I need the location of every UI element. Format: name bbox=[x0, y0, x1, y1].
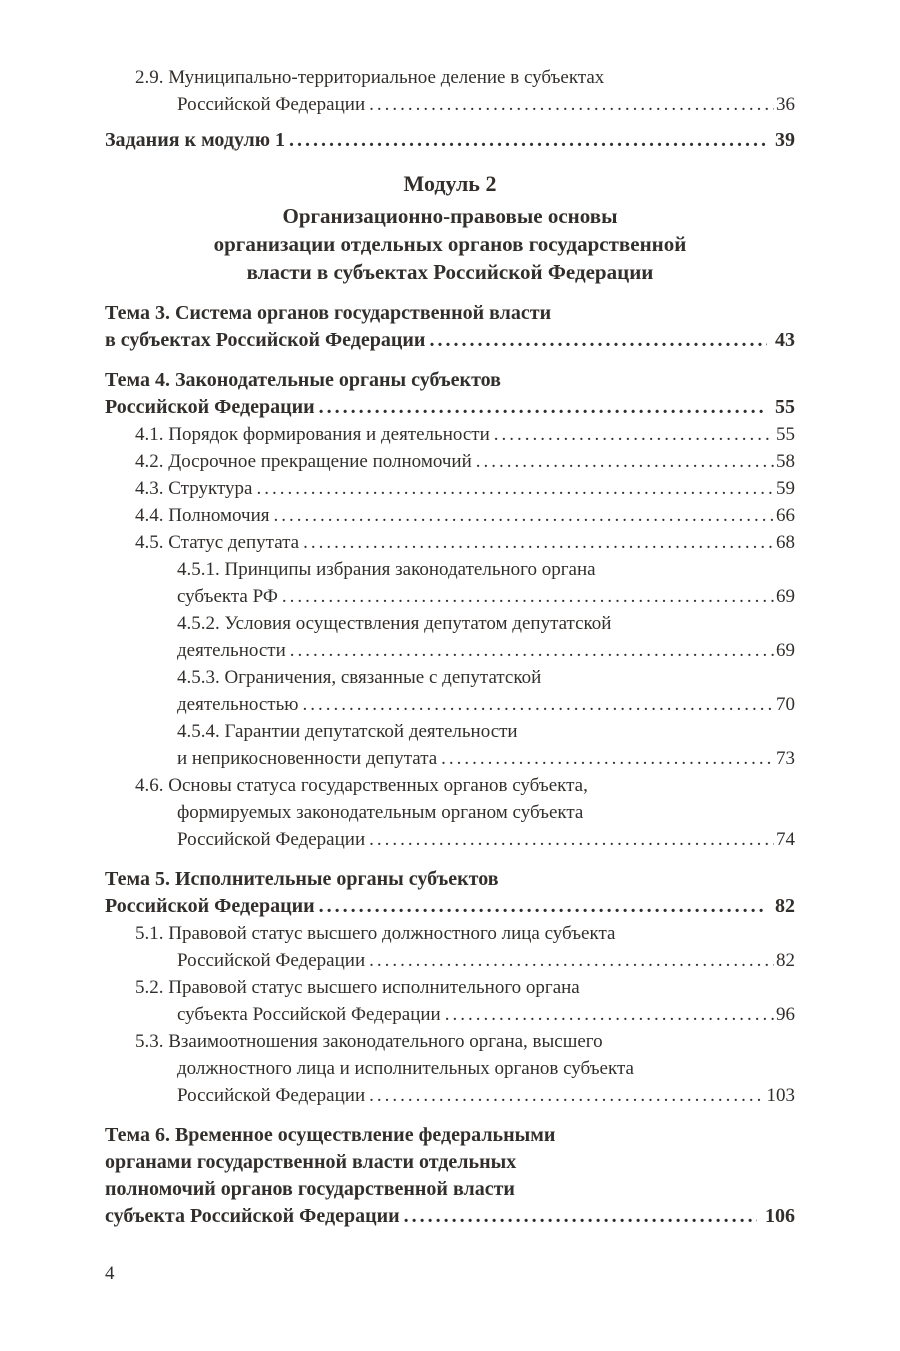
toc-entry-text: Российской Федерации bbox=[177, 950, 366, 971]
toc-leader-dots bbox=[289, 127, 767, 154]
toc-page-ref: 59 bbox=[776, 478, 795, 499]
toc-entry-line: Тема 5. Исполнительные органы субъектов bbox=[105, 868, 499, 890]
toc-page-ref: 39 bbox=[775, 129, 795, 151]
toc-leader-dots bbox=[319, 893, 767, 920]
toc-page-ref: 69 bbox=[776, 586, 795, 607]
toc-entry bbox=[105, 448, 795, 475]
toc-entry-line bbox=[105, 448, 795, 475]
toc-entry-line bbox=[105, 893, 795, 920]
toc-entry-text: субъекта Российской Федерации bbox=[177, 1004, 441, 1025]
module-heading-title bbox=[105, 202, 795, 286]
toc-entry bbox=[105, 300, 795, 354]
toc-leader-dots bbox=[494, 421, 774, 448]
toc-entry-line: 5.1. Правовой статус высшего должностного лица субъекта bbox=[135, 923, 616, 944]
toc-leader-dots bbox=[429, 327, 767, 354]
toc-entry-line: 4.5.4. Гарантии депутатской деятельности bbox=[177, 721, 518, 742]
toc-entry-text: субъекта РФ bbox=[177, 586, 278, 607]
toc-page-ref: 69 bbox=[776, 640, 795, 661]
toc-page-ref: 58 bbox=[776, 451, 795, 472]
toc-entry-line bbox=[105, 745, 795, 772]
toc-page-ref: 43 bbox=[775, 329, 795, 351]
toc-leader-dots bbox=[282, 583, 774, 610]
toc-entry-line: 5.2. Правовой статус высшего исполнительного органа bbox=[135, 977, 580, 998]
toc-entry-line bbox=[105, 1001, 795, 1028]
module-heading-title-line-3: власти в субъектах Российской Федерации bbox=[246, 260, 654, 284]
toc-entry-text: субъекта Российской Федерации bbox=[105, 1205, 400, 1227]
toc-entry-text: Российской Федерации bbox=[177, 829, 366, 850]
toc-entry-text: 4.4. Полномочия bbox=[135, 505, 270, 526]
toc-entry-line: Тема 4. Законодательные органы субъектов bbox=[105, 369, 501, 391]
toc-page-ref: 66 bbox=[776, 505, 795, 526]
toc-entry bbox=[105, 367, 795, 421]
toc-entry-line bbox=[105, 637, 795, 664]
toc-entry bbox=[105, 529, 795, 556]
toc-leader-dots bbox=[290, 637, 774, 664]
toc-page-ref: 74 bbox=[776, 829, 795, 850]
toc-entry-text: Российской Федерации bbox=[177, 94, 366, 115]
toc-entry-text: Российской Федерации bbox=[105, 396, 315, 418]
toc-entry-line: органами государственной власти отдельных bbox=[105, 1151, 517, 1173]
toc-entry-text: Задания к модулю 1 bbox=[105, 129, 285, 151]
toc-entry-line bbox=[105, 583, 795, 610]
toc-entry-line: должностного лица и исполнительных органов субъекта bbox=[177, 1058, 634, 1079]
toc-entry-line bbox=[105, 421, 795, 448]
toc-entry-line bbox=[105, 502, 795, 529]
toc-entry-text: и неприкосновенности депутата bbox=[177, 748, 438, 769]
toc-entry-text: в субъектах Российской Федерации bbox=[105, 329, 426, 351]
module-heading-title-line-1: Организационно-правовые основы bbox=[282, 204, 618, 228]
toc-top-entries bbox=[105, 64, 795, 154]
toc-page-ref: 68 bbox=[776, 532, 795, 553]
module-heading-kicker: Модуль 2 bbox=[403, 171, 497, 196]
toc-page-ref: 55 bbox=[776, 424, 795, 445]
toc-leader-dots bbox=[369, 947, 774, 974]
toc-entry bbox=[105, 920, 795, 974]
toc-entry bbox=[105, 556, 795, 610]
toc-entry-text: 4.2. Досрочное прекращение полномочий bbox=[135, 451, 472, 472]
toc-entry bbox=[105, 866, 795, 920]
toc-entry bbox=[105, 64, 795, 118]
toc-entry-line: 2.9. Муниципально-территориальное деление в субъектах bbox=[135, 67, 605, 88]
toc-page-ref: 82 bbox=[776, 950, 795, 971]
toc-entry bbox=[105, 718, 795, 772]
toc-entry-line bbox=[105, 327, 795, 354]
toc-entry-line: полномочий органов государственной власти bbox=[105, 1178, 515, 1200]
toc-entry-line: формируемых законодательным органом субъекта bbox=[177, 802, 584, 823]
toc-page-ref: 55 bbox=[775, 396, 795, 418]
toc-page-ref: 82 bbox=[775, 895, 795, 917]
toc-leader-dots bbox=[256, 475, 774, 502]
toc-page-ref: 96 bbox=[776, 1004, 795, 1025]
module-heading bbox=[105, 170, 795, 286]
toc-leader-dots bbox=[369, 1082, 764, 1109]
toc-entry bbox=[105, 772, 795, 853]
module-heading-title-line-2: организации отдельных органов государственной bbox=[213, 232, 687, 256]
toc-entry-line bbox=[105, 127, 795, 154]
toc-leader-dots bbox=[476, 448, 774, 475]
toc-entry bbox=[105, 664, 795, 718]
toc-entry-text: Российской Федерации bbox=[177, 1085, 366, 1106]
toc-leader-dots bbox=[445, 1001, 774, 1028]
toc-entry-text: 4.5. Статус депутата bbox=[135, 532, 300, 553]
toc-entry-line bbox=[105, 394, 795, 421]
toc-entry-line bbox=[105, 826, 795, 853]
toc-entry-line bbox=[105, 91, 795, 118]
toc-entry-line: 4.5.3. Ограничения, связанные с депутатской bbox=[177, 667, 542, 688]
toc-leader-dots bbox=[319, 394, 767, 421]
toc-entry-line: Тема 6. Временное осуществление федеральными bbox=[105, 1124, 556, 1146]
toc-entry bbox=[105, 974, 795, 1028]
toc-entry-text: деятельности bbox=[177, 640, 286, 661]
toc-entry bbox=[105, 610, 795, 664]
page-number: 4 bbox=[105, 1263, 115, 1284]
toc-page-ref: 73 bbox=[776, 748, 795, 769]
toc-page-ref: 106 bbox=[765, 1205, 795, 1227]
toc-entry-text: деятельностью bbox=[177, 694, 299, 715]
toc-entry bbox=[105, 127, 795, 154]
toc-page-ref: 36 bbox=[776, 94, 795, 115]
toc-leader-dots bbox=[303, 529, 774, 556]
toc-entry bbox=[105, 475, 795, 502]
toc-entry-text: 4.3. Структура bbox=[135, 478, 253, 499]
toc-entry bbox=[105, 1028, 795, 1109]
toc-entry-text: Российской Федерации bbox=[105, 895, 315, 917]
toc-main-entries bbox=[105, 300, 795, 1230]
toc-page-ref: 103 bbox=[766, 1085, 795, 1106]
toc-entry-line bbox=[105, 1203, 795, 1230]
toc-entry-line bbox=[105, 691, 795, 718]
toc-leader-dots bbox=[441, 745, 774, 772]
toc-entry-line bbox=[105, 529, 795, 556]
toc-entry-line: 4.5.1. Принципы избрания законодательного органа bbox=[177, 559, 596, 580]
toc-entry bbox=[105, 502, 795, 529]
toc-entry-line: 5.3. Взаимоотношения законодательного органа, высшего bbox=[135, 1031, 603, 1052]
toc-entry-line: Тема 3. Система органов государственной власти bbox=[105, 302, 552, 324]
toc-entry-line: 4.6. Основы статуса государственных органов субъекта, bbox=[135, 775, 588, 796]
toc-entry bbox=[105, 1122, 795, 1230]
toc-leader-dots bbox=[404, 1203, 757, 1230]
toc-entry bbox=[105, 421, 795, 448]
toc-entry-line bbox=[105, 1082, 795, 1109]
toc-leader-dots bbox=[302, 691, 774, 718]
toc-leader-dots bbox=[369, 826, 774, 853]
toc-entry-line: 4.5.2. Условия осуществления депутатом депутатской bbox=[177, 613, 612, 634]
toc-entry-text: 4.1. Порядок формирования и деятельности bbox=[135, 424, 490, 445]
toc-entry-line bbox=[105, 947, 795, 974]
toc-entry-line bbox=[105, 475, 795, 502]
toc-leader-dots bbox=[274, 502, 774, 529]
toc-page-ref: 70 bbox=[776, 694, 795, 715]
toc-leader-dots bbox=[369, 91, 774, 118]
